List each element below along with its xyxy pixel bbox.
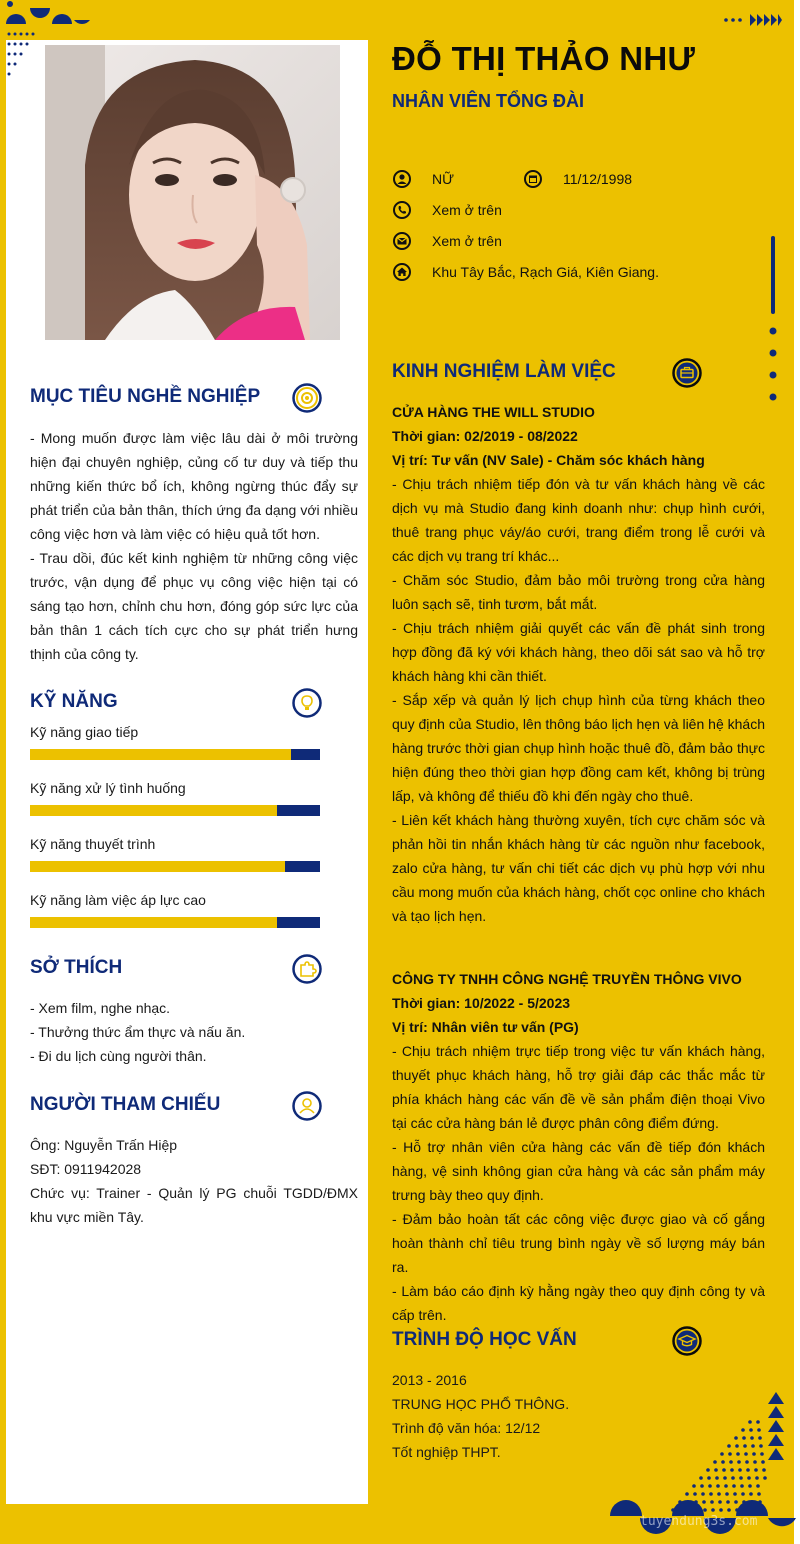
gender-icon — [392, 169, 412, 189]
right-side-decoration — [764, 236, 784, 406]
lightbulb-icon — [292, 688, 322, 718]
objective-text — [30, 426, 358, 666]
watermark-text: tuyendung3s.com — [640, 1514, 758, 1529]
skill-bar-communication — [30, 749, 320, 760]
job-2-position: Vị trí: Nhân viên tư vấn (PG) — [392, 1019, 579, 1035]
briefcase-icon — [672, 358, 702, 388]
portrait-illustration — [45, 45, 340, 340]
objective-paragraph-1: - Mong muốn được làm việc lâu dài ở môi trường hiện đại chuyên nghiệp, củng cố tư duy và tiếp thu những kiến thức bổ ích, không ngừng thúc đẩy sự phát triển của bản thân, thích ứng đa dạng với nhiều công việc hơn và làm việc có hiệu quả tốt hơn. — [30, 430, 358, 542]
hobby-item: - Thưởng thức ẩm thực và nấu ăn. — [30, 1024, 246, 1040]
top-frame — [0, 0, 800, 40]
job-title: NHÂN VIÊN TỔNG ĐÀI — [392, 91, 585, 111]
job-1-detail: - Chịu trách nhiệm giải quyết các vấn đề phát sinh trong hợp đồng đã ký với khách hàng, theo dõi sát sao và hỗ trợ khách hàng khi cần thiết. — [392, 620, 765, 684]
hobby-item: - Xem film, nghe nhạc. — [30, 1000, 171, 1016]
skill-label-communication: Kỹ năng giao tiếp — [30, 724, 139, 740]
job-1-company: CỬA HÀNG THE WILL STUDIO — [392, 404, 595, 420]
hobbies-title: SỞ THÍCH — [30, 957, 123, 978]
calendar-icon — [523, 169, 543, 189]
skill-label-pressure: Kỹ năng làm việc áp lực cao — [30, 892, 206, 908]
job-1-position: Vị trí: Tư vấn (NV Sale) - Chăm sóc khách hàng — [392, 452, 705, 468]
candidate-name: ĐỖ THỊ THẢO NHƯ — [392, 40, 696, 77]
job-2-company: CÔNG TY TNHH CÔNG NGHỆ TRUYỀN THÔNG VIVO — [392, 971, 742, 987]
job-2 — [392, 967, 765, 1327]
address-row — [392, 262, 659, 282]
hobbies-list — [30, 996, 360, 1068]
skills-title: KỸ NĂNG — [30, 691, 118, 712]
education-line: Tốt nghiệp THPT. — [392, 1444, 501, 1460]
education-line: TRUNG HỌC PHỔ THÔNG. — [392, 1396, 570, 1412]
email-icon — [392, 231, 412, 251]
puzzle-icon — [292, 954, 322, 984]
job-2-detail: - Chịu trách nhiệm trực tiếp trong việc tư vấn khách hàng, thuyết phục khách hàng, hỗ trợ giải đáp các thắc mắc từ phía khách hàng các vấn đề về sản phẩm điện thoại Vivo tại các cửa hàng bán lẻ được phân công điểm đứng. — [392, 1043, 765, 1131]
education-line: 2013 - 2016 — [392, 1372, 467, 1388]
job-2-detail: - Đảm bảo hoàn tất các công việc được giao và cố gắng hoàn thành chỉ tiêu trung bình ngày về số lượng máy bán ra. — [392, 1211, 765, 1275]
reference-line: SĐT: 0911942028 — [30, 1161, 142, 1177]
objective-title: MỤC TIÊU NGHỀ NGHIỆP — [30, 386, 261, 407]
phone-row — [392, 200, 502, 220]
dob-row — [523, 169, 632, 189]
skill-bar-pressure — [30, 917, 320, 928]
references-title: NGƯỜI THAM CHIẾU — [30, 1094, 221, 1115]
address-value: Khu Tây Bắc, Rạch Giá, Kiên Giang. — [432, 264, 659, 280]
skill-fill — [30, 805, 277, 816]
dob-value: 11/12/1998 — [563, 171, 633, 187]
skill-label-presentation: Kỹ năng thuyết trình — [30, 836, 156, 852]
hobby-item: - Đi du lịch cùng người thân. — [30, 1048, 207, 1064]
right-edge — [794, 0, 800, 1544]
graduation-cap-icon — [672, 1326, 702, 1356]
education-title: TRÌNH ĐỘ HỌC VẤN — [392, 1329, 577, 1350]
job-2-detail: - Làm báo cáo định kỳ hằng ngày theo quy định công ty và cấp trên. — [392, 1283, 765, 1323]
phone-value: Xem ở trên — [432, 202, 502, 218]
gender-row — [392, 169, 454, 189]
email-value: Xem ở trên — [432, 233, 502, 249]
skill-fill — [30, 861, 285, 872]
gender-value: NỮ — [432, 171, 455, 187]
reference-line: Ông: Nguyễn Trấn Hiệp — [30, 1137, 178, 1153]
email-row — [392, 231, 502, 251]
job-1-period: Thời gian: 02/2019 - 08/2022 — [392, 428, 578, 444]
objective-paragraph-2: - Trau dồi, đúc kết kinh nghiệm từ những công việc trước, vận dụng để phục vụ công việc hiện tại có sáng tạo hơn, chỉnh chu hơn, đóng góp sức lực của bản thân 1 cách tích cực cho sự phát triển hưng thịnh của công ty. — [30, 550, 358, 662]
skill-fill — [30, 749, 291, 760]
phone-icon — [392, 200, 412, 220]
experience-title: KINH NGHIỆM LÀM VIỆC — [392, 361, 616, 382]
job-1-detail: - Chịu trách nhiệm tiếp đón và tư vấn khách hàng về các dịch vụ mà Studio đang kinh doanh như: chụp hình cưới, thuê trang phục váy/áo cưới, trang điểm trong lễ cưới và các dịch vụ trang trí khác... — [392, 476, 765, 564]
skill-fill — [30, 917, 277, 928]
job-1-detail: - Liên kết khách hàng thường xuyên, tích cực chăm sóc và phản hồi tin nhắn khách hàng từ các nguồn như facebook, zalo cửa hàng, tư vấn chi tiết các dịch vụ phù hợp với nhu cầu mong muốn của khách hàng, chốt cọc online cho khách và tạo lịch hẹn. — [392, 812, 765, 924]
job-1-detail: - Chăm sóc Studio, đảm bảo môi trường trong cửa hàng luôn sạch sẽ, tinh tươm, bắt mắt. — [392, 572, 765, 612]
skill-bar-problem-solving — [30, 805, 320, 816]
job-1 — [392, 400, 765, 928]
skill-label-problem-solving: Kỹ năng xử lý tình huống — [30, 780, 186, 796]
job-1-detail: - Sắp xếp và quản lý lịch chụp hình của từng khách theo quy định của Studio, lên thông báo lịch hẹn và liên hệ khách hàng trước thời gian chụp hình hoặc thuê đồ, đảm bảo thực hiện đúng theo thời gian hợp đồng cam kết, không bị trùng lấp, và không để thiếu đồ khi đến ngày cho thuê. — [392, 692, 765, 804]
home-icon — [392, 262, 412, 282]
education-line: Trình độ văn hóa: 12/12 — [392, 1420, 541, 1436]
profile-photo — [45, 45, 340, 340]
target-icon — [292, 383, 322, 413]
person-icon — [292, 1091, 322, 1121]
job-2-period: Thời gian: 10/2022 - 5/2023 — [392, 995, 571, 1011]
job-2-detail: - Hỗ trợ nhân viên cửa hàng các vấn đề tiếp đón khách hàng, vệ sinh không gian cửa hàng và các sản phẩm máy trưng bày theo quy định. — [392, 1139, 765, 1203]
reference-line: Chức vụ: Trainer - Quản lý PG chuỗi TGDD/ĐMX khu vực miền Tây. — [30, 1185, 358, 1225]
references-text — [30, 1133, 358, 1229]
skill-bar-presentation — [30, 861, 320, 872]
left-frame — [0, 0, 6, 1544]
top-right-chevrons — [720, 10, 784, 30]
